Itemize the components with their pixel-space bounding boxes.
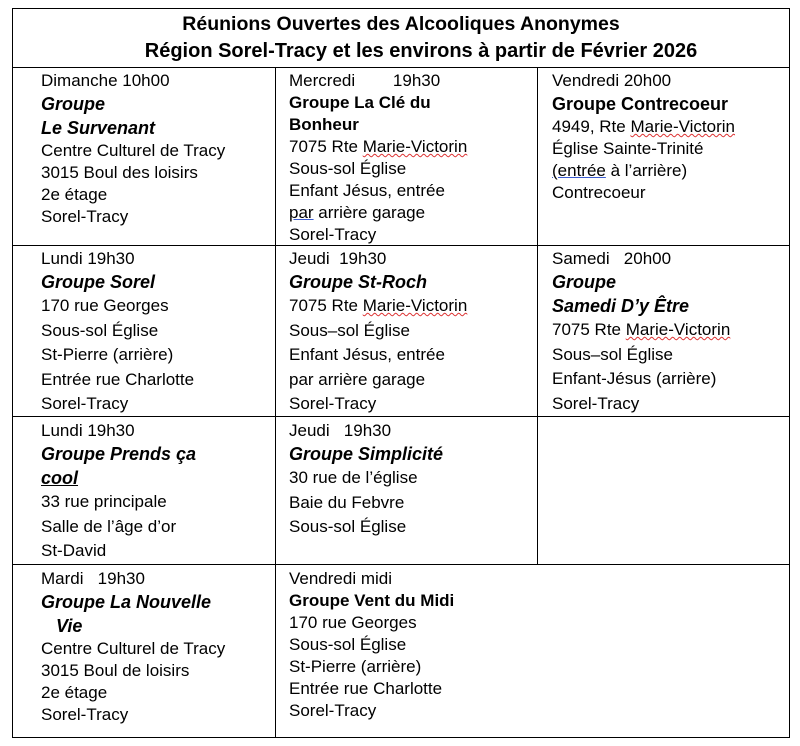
- street-name: Marie-Victorin: [362, 296, 468, 315]
- address-line: [289, 136, 467, 158]
- address-line: Enfant Jésus, entrée: [289, 181, 445, 200]
- address-line: [552, 160, 735, 182]
- column-divider-1: [275, 68, 276, 738]
- meeting-cell-jeudi-simplicite: [289, 420, 443, 540]
- group-name: Groupe Prends ça: [41, 444, 197, 464]
- meeting-day: Mercredi 19h30: [289, 71, 441, 90]
- meeting-day: Lundi 19h30: [41, 421, 135, 440]
- address-line: Église Sainte-Trinité: [552, 139, 704, 158]
- group-name: Groupe: [552, 272, 617, 292]
- meeting-cell-samedi: [552, 248, 730, 416]
- address-line: 3015 Boul des loisirs: [41, 163, 198, 182]
- address-prefix: 7075 Rte: [289, 296, 363, 315]
- address-line: Sous-sol Église: [289, 635, 407, 654]
- address-line: St-Pierre (arrière): [41, 345, 174, 364]
- address-line: Sorel-Tracy: [41, 394, 129, 413]
- meeting-day: Samedi 20h00: [552, 249, 672, 268]
- group-name: Groupe La Clé du: [289, 93, 431, 112]
- address-line: St-Pierre (arrière): [289, 657, 422, 676]
- address-line: Contrecoeur: [552, 183, 646, 202]
- address-line: [552, 318, 730, 343]
- address-line: St-David: [41, 541, 107, 560]
- address-line: Sorel-Tracy: [41, 207, 129, 226]
- meeting-cell-mercredi: [289, 70, 467, 246]
- meeting-day: Lundi 19h30: [41, 249, 135, 268]
- meeting-cell-dimanche: [41, 70, 225, 228]
- group-name: Groupe La Nouvelle: [41, 592, 212, 612]
- address-word: (entrée: [552, 161, 606, 180]
- street-name: Marie-Victorin: [362, 137, 468, 156]
- meetings-grid: [13, 67, 789, 738]
- address-line: 33 rue principale: [41, 492, 167, 511]
- address-line: Sous–sol Église: [289, 320, 410, 340]
- meeting-cell-lundi-sorel: [41, 248, 194, 417]
- address-prefix: 4949, Rte: [552, 117, 631, 136]
- schedule-table: [12, 8, 790, 738]
- address-rest: arrière garage: [313, 203, 426, 222]
- meeting-cell-jeudi-stroch: [289, 248, 467, 417]
- column-divider-2: [537, 68, 538, 565]
- meeting-day: Jeudi 19h30: [289, 421, 392, 440]
- address-line: Entrée rue Charlotte: [41, 369, 195, 389]
- address-line: Entrée rue Charlotte: [289, 679, 443, 698]
- row-divider-3: [13, 564, 789, 565]
- address-line: 170 rue Georges: [289, 613, 417, 632]
- address-line: 170 rue Georges: [41, 296, 169, 315]
- address-line: [552, 116, 735, 138]
- meeting-cell-mardi: [41, 568, 225, 726]
- title-line-1: Réunions Ouvertes des Alcooliques Anonymes: [182, 13, 620, 35]
- group-name-cont: Samedi D’y Être: [552, 296, 690, 316]
- address-line: Sorel-Tracy: [41, 705, 129, 724]
- address-rest: à l’arrière): [605, 161, 688, 180]
- address-line: Sorel-Tracy: [552, 393, 640, 413]
- address-line: Sous–sol Église: [552, 344, 673, 364]
- address-line: Enfant Jésus, entrée: [289, 345, 445, 364]
- address-prefix: 7075 Rte: [552, 320, 626, 339]
- table-title: [13, 9, 789, 67]
- address-line: 2e étage: [41, 185, 108, 204]
- street-name: Marie-Victorin: [625, 320, 731, 339]
- group-name: Groupe: [41, 94, 106, 114]
- group-name: Groupe Contrecoeur: [552, 94, 729, 114]
- address-line: par arrière garage: [289, 369, 426, 389]
- address-line: Sous-sol Église: [289, 159, 407, 178]
- group-name-cont: Bonheur: [289, 115, 359, 134]
- street-name: Marie-Victorin: [630, 117, 736, 136]
- address-line: Sous-sol Église: [289, 517, 407, 536]
- address-word: par: [289, 203, 314, 222]
- title-line-2: Région Sorel-Tracy et les environs à partir de Février 2026: [144, 40, 698, 62]
- address-line: Baie du Febvre: [289, 492, 405, 512]
- address-line: Salle de l’âge d’or: [41, 516, 177, 536]
- group-name: Groupe St-Roch: [289, 272, 427, 292]
- group-name-cont: Vie: [41, 616, 83, 636]
- address-line: [289, 294, 467, 319]
- meeting-day: Vendredi 20h00: [552, 71, 672, 90]
- group-name: Groupe Sorel: [41, 272, 156, 292]
- address-line: Centre Culturel de Tracy: [41, 639, 226, 658]
- address-line: 30 rue de l’église: [289, 468, 418, 487]
- meeting-cell-vendredi-soir: [552, 70, 735, 204]
- meeting-day: Jeudi 19h30: [289, 249, 387, 268]
- address-line: Sorel-Tracy: [289, 225, 377, 244]
- group-name-cont: cool: [41, 468, 79, 488]
- group-name: Groupe Simplicité: [289, 444, 444, 464]
- group-name: Groupe Vent du Midi: [289, 591, 455, 610]
- address-line: Centre Culturel de Tracy: [41, 141, 226, 160]
- meeting-cell-vendredi-midi: [289, 568, 454, 722]
- address-line: 2e étage: [41, 683, 108, 702]
- address-line: Sorel-Tracy: [289, 394, 377, 413]
- address-prefix: 7075 Rte: [289, 137, 363, 156]
- meeting-day: Vendredi midi: [289, 569, 393, 588]
- meeting-day: Mardi 19h30: [41, 569, 145, 588]
- meeting-day: Dimanche 10h00: [41, 71, 170, 90]
- address-line: Sous-sol Église: [41, 320, 159, 340]
- address-line: [289, 202, 467, 224]
- group-name-cont: Le Survenant: [41, 118, 156, 138]
- address-line: 3015 Boul de loisirs: [41, 661, 190, 680]
- address-line: Sorel-Tracy: [289, 701, 377, 720]
- meeting-cell-lundi-stdavid: [41, 420, 196, 564]
- address-line: Enfant-Jésus (arrière): [552, 369, 717, 388]
